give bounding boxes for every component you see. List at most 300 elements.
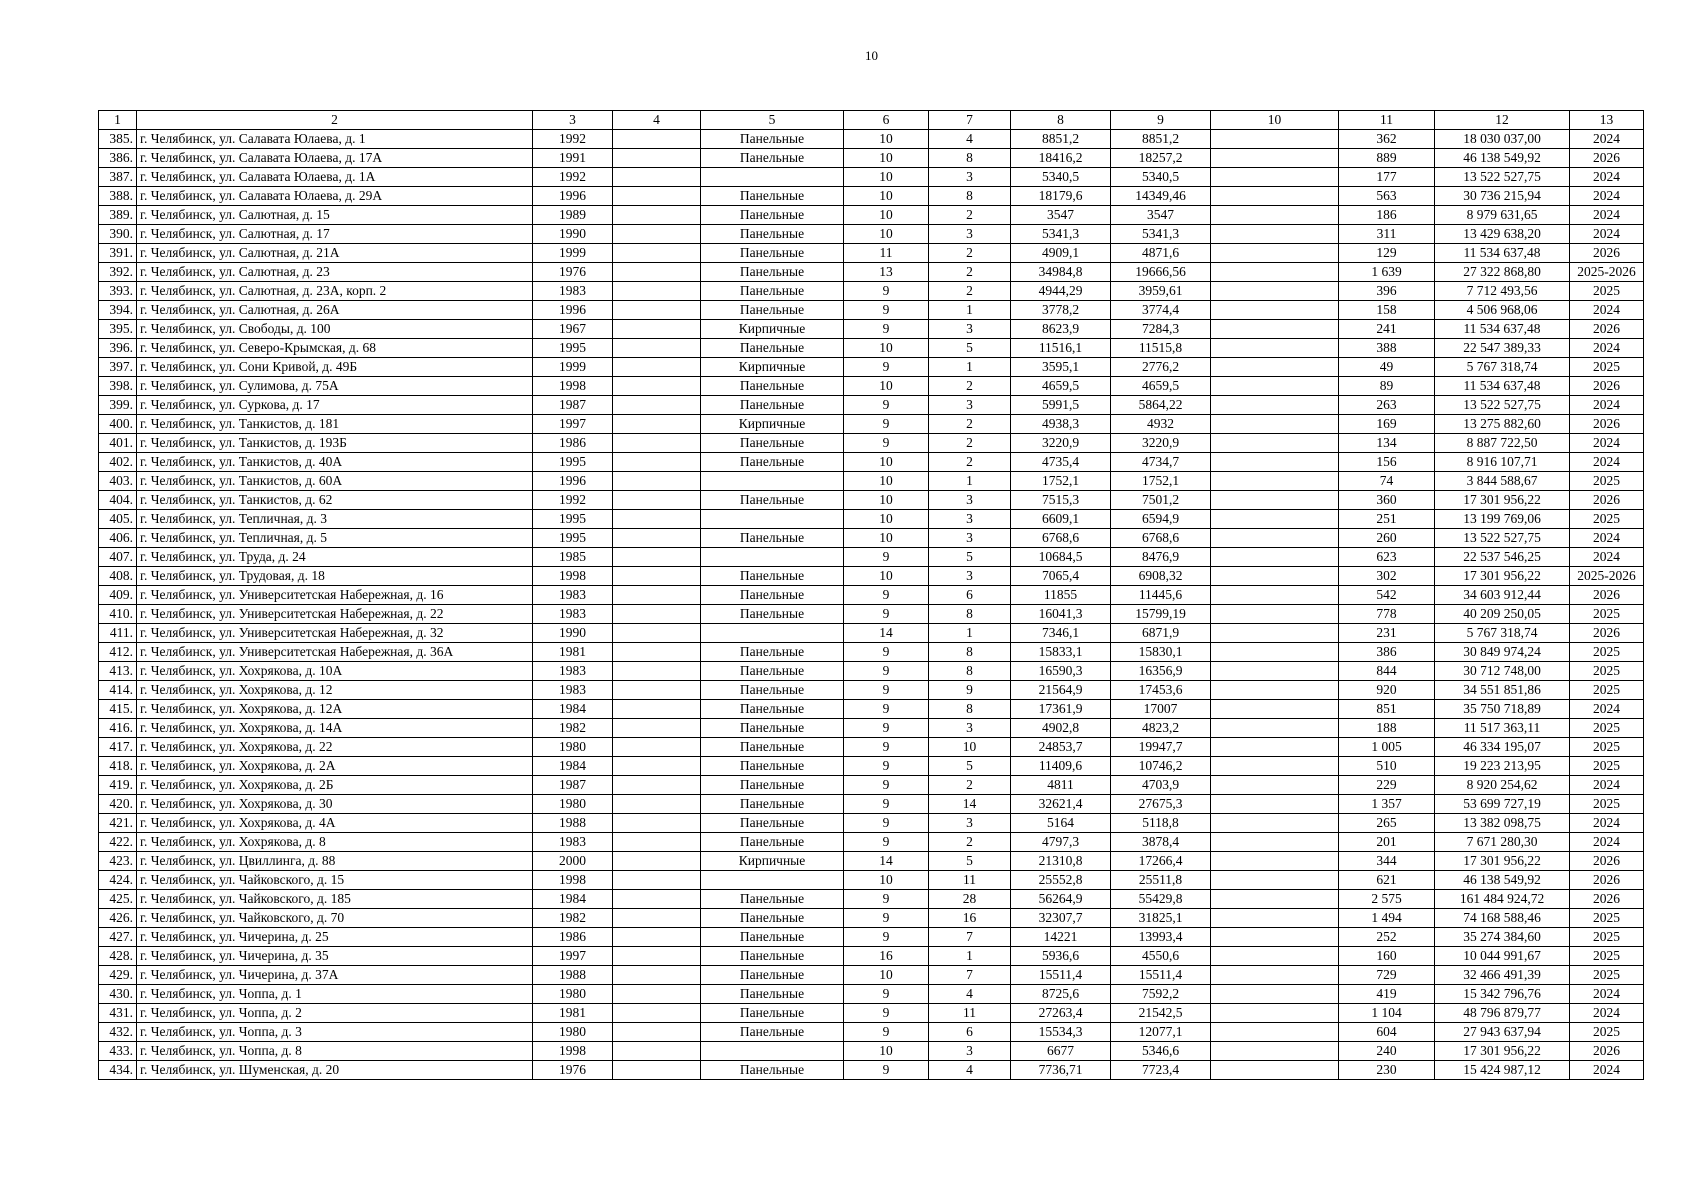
cell-address: г. Челябинск, ул. Хохрякова, д. 2А bbox=[137, 757, 533, 776]
cell-col-10 bbox=[1211, 339, 1339, 358]
cell-total-area: 4938,3 bbox=[1011, 415, 1111, 434]
table-row bbox=[99, 1042, 1644, 1061]
cell-row-number: 413. bbox=[99, 662, 137, 681]
cell-address: г. Челябинск, ул. Хохрякова, д. 12А bbox=[137, 700, 533, 719]
cell-row-number: 411. bbox=[99, 624, 137, 643]
table-row bbox=[99, 149, 1644, 168]
cell-row-number: 424. bbox=[99, 871, 137, 890]
cell-year-reconstructed bbox=[613, 966, 701, 985]
cell-cost: 5 767 318,74 bbox=[1435, 358, 1570, 377]
cell-row-number: 428. bbox=[99, 947, 137, 966]
cell-wall-material: Панельные bbox=[701, 700, 844, 719]
cell-residential-area: 5346,6 bbox=[1111, 1042, 1211, 1061]
cell-year-reconstructed bbox=[613, 434, 701, 453]
cell-year-reconstructed bbox=[613, 1004, 701, 1023]
cell-planned-period: 2026 bbox=[1570, 320, 1644, 339]
cell-residential-area: 3774,4 bbox=[1111, 301, 1211, 320]
cell-year-built: 1982 bbox=[533, 719, 613, 738]
cell-planned-period: 2024 bbox=[1570, 529, 1644, 548]
cell-residents: 134 bbox=[1339, 434, 1435, 453]
cell-planned-period: 2024 bbox=[1570, 985, 1644, 1004]
cell-wall-material: Панельные bbox=[701, 225, 844, 244]
cell-year-reconstructed bbox=[613, 757, 701, 776]
cell-year-built: 1983 bbox=[533, 833, 613, 852]
cell-cost: 46 138 549,92 bbox=[1435, 871, 1570, 890]
cell-year-built: 1995 bbox=[533, 339, 613, 358]
cell-total-area: 6677 bbox=[1011, 1042, 1111, 1061]
cell-cost: 46 138 549,92 bbox=[1435, 149, 1570, 168]
cell-floors: 9 bbox=[844, 548, 929, 567]
cell-wall-material: Панельные bbox=[701, 833, 844, 852]
cell-year-built: 1997 bbox=[533, 415, 613, 434]
cell-residential-area: 17453,6 bbox=[1111, 681, 1211, 700]
cell-planned-period: 2024 bbox=[1570, 168, 1644, 187]
cell-row-number: 419. bbox=[99, 776, 137, 795]
table-row bbox=[99, 453, 1644, 472]
cell-address: г. Челябинск, ул. Тепличная, д. 5 bbox=[137, 529, 533, 548]
cell-address: г. Челябинск, ул. Салавата Юлаева, д. 1 bbox=[137, 130, 533, 149]
cell-planned-period: 2025 bbox=[1570, 510, 1644, 529]
cell-planned-period: 2024 bbox=[1570, 396, 1644, 415]
cell-floors: 10 bbox=[844, 168, 929, 187]
cell-cost: 34 551 851,86 bbox=[1435, 681, 1570, 700]
cell-year-built: 1992 bbox=[533, 130, 613, 149]
cell-wall-material: Кирпичные bbox=[701, 320, 844, 339]
cell-entrances: 3 bbox=[929, 1042, 1011, 1061]
cell-wall-material: Панельные bbox=[701, 529, 844, 548]
cell-residents: 186 bbox=[1339, 206, 1435, 225]
cell-residential-area: 4659,5 bbox=[1111, 377, 1211, 396]
cell-address: г. Челябинск, ул. Хохрякова, д. 10А bbox=[137, 662, 533, 681]
cell-total-area: 14221 bbox=[1011, 928, 1111, 947]
cell-entrances: 14 bbox=[929, 795, 1011, 814]
cell-cost: 10 044 991,67 bbox=[1435, 947, 1570, 966]
cell-wall-material: Панельные bbox=[701, 244, 844, 263]
cell-year-reconstructed bbox=[613, 662, 701, 681]
cell-row-number: 387. bbox=[99, 168, 137, 187]
cell-planned-period: 2026 bbox=[1570, 890, 1644, 909]
cell-cost: 8 887 722,50 bbox=[1435, 434, 1570, 453]
cell-entrances: 2 bbox=[929, 244, 1011, 263]
cell-year-reconstructed bbox=[613, 700, 701, 719]
cell-wall-material: Кирпичные bbox=[701, 852, 844, 871]
cell-floors: 9 bbox=[844, 301, 929, 320]
cell-entrances: 3 bbox=[929, 510, 1011, 529]
cell-year-built: 1986 bbox=[533, 434, 613, 453]
cell-wall-material: Панельные bbox=[701, 966, 844, 985]
table-row bbox=[99, 586, 1644, 605]
cell-floors: 9 bbox=[844, 928, 929, 947]
cell-col-10 bbox=[1211, 814, 1339, 833]
cell-residents: 542 bbox=[1339, 586, 1435, 605]
cell-row-number: 386. bbox=[99, 149, 137, 168]
cell-floors: 10 bbox=[844, 567, 929, 586]
cell-row-number: 410. bbox=[99, 605, 137, 624]
cell-cost: 35 274 384,60 bbox=[1435, 928, 1570, 947]
cell-wall-material: Панельные bbox=[701, 586, 844, 605]
cell-wall-material: Панельные bbox=[701, 263, 844, 282]
cell-year-reconstructed bbox=[613, 396, 701, 415]
cell-residents: 1 104 bbox=[1339, 1004, 1435, 1023]
cell-residential-area: 21542,5 bbox=[1111, 1004, 1211, 1023]
cell-wall-material: Панельные bbox=[701, 453, 844, 472]
cell-year-reconstructed bbox=[613, 548, 701, 567]
cell-year-reconstructed bbox=[613, 529, 701, 548]
cell-address: г. Челябинск, ул. Танкистов, д. 181 bbox=[137, 415, 533, 434]
cell-residential-area: 17007 bbox=[1111, 700, 1211, 719]
cell-year-built: 1995 bbox=[533, 529, 613, 548]
cell-col-10 bbox=[1211, 282, 1339, 301]
cell-residential-area: 7501,2 bbox=[1111, 491, 1211, 510]
cell-entrances: 4 bbox=[929, 1061, 1011, 1080]
cell-entrances: 1 bbox=[929, 624, 1011, 643]
cell-floors: 10 bbox=[844, 966, 929, 985]
column-header-6: 6 bbox=[844, 111, 929, 130]
cell-total-area: 1752,1 bbox=[1011, 472, 1111, 491]
cell-wall-material: Панельные bbox=[701, 890, 844, 909]
cell-cost: 22 547 389,33 bbox=[1435, 339, 1570, 358]
table-row bbox=[99, 225, 1644, 244]
cell-col-10 bbox=[1211, 415, 1339, 434]
table-row bbox=[99, 909, 1644, 928]
cell-col-10 bbox=[1211, 320, 1339, 339]
cell-wall-material: Панельные bbox=[701, 757, 844, 776]
cell-year-built: 1985 bbox=[533, 548, 613, 567]
cell-col-10 bbox=[1211, 130, 1339, 149]
cell-cost: 4 506 968,06 bbox=[1435, 301, 1570, 320]
cell-wall-material: Панельные bbox=[701, 1004, 844, 1023]
cell-address: г. Челябинск, ул. Хохрякова, д. 30 bbox=[137, 795, 533, 814]
cell-entrances: 3 bbox=[929, 567, 1011, 586]
cell-floors: 9 bbox=[844, 1004, 929, 1023]
cell-residents: 386 bbox=[1339, 643, 1435, 662]
cell-year-reconstructed bbox=[613, 377, 701, 396]
cell-total-area: 7515,3 bbox=[1011, 491, 1111, 510]
cell-planned-period: 2025 bbox=[1570, 1023, 1644, 1042]
cell-floors: 9 bbox=[844, 776, 929, 795]
cell-address: г. Челябинск, ул. Суркова, д. 17 bbox=[137, 396, 533, 415]
cell-year-built: 1982 bbox=[533, 909, 613, 928]
cell-residential-area: 6594,9 bbox=[1111, 510, 1211, 529]
cell-planned-period: 2024 bbox=[1570, 833, 1644, 852]
cell-residential-area: 31825,1 bbox=[1111, 909, 1211, 928]
cell-year-built: 1983 bbox=[533, 681, 613, 700]
cell-entrances: 7 bbox=[929, 928, 1011, 947]
cell-cost: 30 736 215,94 bbox=[1435, 187, 1570, 206]
cell-planned-period: 2024 bbox=[1570, 700, 1644, 719]
cell-entrances: 11 bbox=[929, 871, 1011, 890]
cell-total-area: 8623,9 bbox=[1011, 320, 1111, 339]
column-header-5: 5 bbox=[701, 111, 844, 130]
table-row bbox=[99, 871, 1644, 890]
cell-year-reconstructed bbox=[613, 168, 701, 187]
cell-residential-area: 27675,3 bbox=[1111, 795, 1211, 814]
cell-year-reconstructed bbox=[613, 491, 701, 510]
cell-row-number: 395. bbox=[99, 320, 137, 339]
cell-total-area: 8725,6 bbox=[1011, 985, 1111, 1004]
cell-floors: 9 bbox=[844, 396, 929, 415]
cell-col-10 bbox=[1211, 1004, 1339, 1023]
cell-total-area: 6609,1 bbox=[1011, 510, 1111, 529]
cell-total-area: 6768,6 bbox=[1011, 529, 1111, 548]
cell-floors: 9 bbox=[844, 719, 929, 738]
cell-residential-area: 10746,2 bbox=[1111, 757, 1211, 776]
cell-planned-period: 2024 bbox=[1570, 1061, 1644, 1080]
cell-residents: 844 bbox=[1339, 662, 1435, 681]
cell-residential-area: 8851,2 bbox=[1111, 130, 1211, 149]
cell-floors: 10 bbox=[844, 1042, 929, 1061]
cell-row-number: 415. bbox=[99, 700, 137, 719]
cell-total-area: 11409,6 bbox=[1011, 757, 1111, 776]
cell-floors: 10 bbox=[844, 225, 929, 244]
column-number-row bbox=[99, 111, 1644, 130]
cell-cost: 7 671 280,30 bbox=[1435, 833, 1570, 852]
cell-year-built: 1987 bbox=[533, 776, 613, 795]
cell-wall-material: Панельные bbox=[701, 377, 844, 396]
cell-total-area: 15534,3 bbox=[1011, 1023, 1111, 1042]
cell-wall-material: Панельные bbox=[701, 985, 844, 1004]
cell-residential-area: 6768,6 bbox=[1111, 529, 1211, 548]
cell-entrances: 8 bbox=[929, 643, 1011, 662]
cell-cost: 22 537 546,25 bbox=[1435, 548, 1570, 567]
cell-entrances: 3 bbox=[929, 225, 1011, 244]
cell-address: г. Челябинск, ул. Свободы, д. 100 bbox=[137, 320, 533, 339]
cell-wall-material: Панельные bbox=[701, 719, 844, 738]
cell-residential-area: 8476,9 bbox=[1111, 548, 1211, 567]
cell-row-number: 417. bbox=[99, 738, 137, 757]
cell-cost: 8 916 107,71 bbox=[1435, 453, 1570, 472]
cell-row-number: 432. bbox=[99, 1023, 137, 1042]
cell-floors: 9 bbox=[844, 1023, 929, 1042]
cell-total-area: 7736,71 bbox=[1011, 1061, 1111, 1080]
cell-row-number: 399. bbox=[99, 396, 137, 415]
cell-address: г. Челябинск, ул. Хохрякова, д. 22 bbox=[137, 738, 533, 757]
cell-residential-area: 14349,46 bbox=[1111, 187, 1211, 206]
cell-total-area: 21564,9 bbox=[1011, 681, 1111, 700]
cell-total-area: 3220,9 bbox=[1011, 434, 1111, 453]
cell-planned-period: 2026 bbox=[1570, 586, 1644, 605]
cell-total-area: 16590,3 bbox=[1011, 662, 1111, 681]
cell-wall-material: Панельные bbox=[701, 1023, 844, 1042]
table-row bbox=[99, 890, 1644, 909]
cell-row-number: 414. bbox=[99, 681, 137, 700]
cell-planned-period: 2025 bbox=[1570, 681, 1644, 700]
cell-year-reconstructed bbox=[613, 833, 701, 852]
cell-floors: 10 bbox=[844, 377, 929, 396]
cell-year-built: 1984 bbox=[533, 890, 613, 909]
cell-cost: 32 466 491,39 bbox=[1435, 966, 1570, 985]
cell-year-reconstructed bbox=[613, 130, 701, 149]
cell-entrances: 3 bbox=[929, 814, 1011, 833]
cell-col-10 bbox=[1211, 985, 1339, 1004]
cell-planned-period: 2025 bbox=[1570, 738, 1644, 757]
cell-address: г. Челябинск, ул. Университетская Набережная, д. 36А bbox=[137, 643, 533, 662]
table-row bbox=[99, 947, 1644, 966]
cell-address: г. Челябинск, ул. Чичерина, д. 37А bbox=[137, 966, 533, 985]
cell-wall-material: Кирпичные bbox=[701, 415, 844, 434]
cell-address: г. Челябинск, ул. Университетская Набережная, д. 16 bbox=[137, 586, 533, 605]
cell-planned-period: 2024 bbox=[1570, 301, 1644, 320]
cell-year-reconstructed bbox=[613, 643, 701, 662]
cell-address: г. Челябинск, ул. Танкистов, д. 60А bbox=[137, 472, 533, 491]
cell-col-10 bbox=[1211, 567, 1339, 586]
cell-total-area: 27263,4 bbox=[1011, 1004, 1111, 1023]
table-row bbox=[99, 377, 1644, 396]
cell-row-number: 427. bbox=[99, 928, 137, 947]
cell-row-number: 423. bbox=[99, 852, 137, 871]
cell-address: г. Челябинск, ул. Салавата Юлаева, д. 1А bbox=[137, 168, 533, 187]
cell-year-built: 1990 bbox=[533, 624, 613, 643]
cell-planned-period: 2025 bbox=[1570, 472, 1644, 491]
cell-row-number: 400. bbox=[99, 415, 137, 434]
cell-row-number: 405. bbox=[99, 510, 137, 529]
cell-floors: 10 bbox=[844, 187, 929, 206]
cell-year-built: 1983 bbox=[533, 662, 613, 681]
cell-planned-period: 2026 bbox=[1570, 149, 1644, 168]
cell-year-built: 1976 bbox=[533, 1061, 613, 1080]
cell-residential-area: 19666,56 bbox=[1111, 263, 1211, 282]
cell-address: г. Челябинск, ул. Салютная, д. 17 bbox=[137, 225, 533, 244]
cell-residents: 49 bbox=[1339, 358, 1435, 377]
cell-row-number: 391. bbox=[99, 244, 137, 263]
cell-residents: 188 bbox=[1339, 719, 1435, 738]
cell-entrances: 5 bbox=[929, 339, 1011, 358]
cell-col-10 bbox=[1211, 890, 1339, 909]
cell-wall-material: Панельные bbox=[701, 301, 844, 320]
cell-col-10 bbox=[1211, 719, 1339, 738]
cell-col-10 bbox=[1211, 263, 1339, 282]
cell-year-reconstructed bbox=[613, 225, 701, 244]
cell-residents: 1 494 bbox=[1339, 909, 1435, 928]
cell-planned-period: 2025 bbox=[1570, 795, 1644, 814]
cell-cost: 53 699 727,19 bbox=[1435, 795, 1570, 814]
cell-col-10 bbox=[1211, 187, 1339, 206]
table-row bbox=[99, 263, 1644, 282]
cell-floors: 9 bbox=[844, 890, 929, 909]
cell-floors: 9 bbox=[844, 738, 929, 757]
cell-entrances: 2 bbox=[929, 833, 1011, 852]
cell-row-number: 425. bbox=[99, 890, 137, 909]
cell-address: г. Челябинск, ул. Цвиллинга, д. 88 bbox=[137, 852, 533, 871]
cell-year-reconstructed bbox=[613, 928, 701, 947]
cell-year-built: 1986 bbox=[533, 928, 613, 947]
table-row bbox=[99, 244, 1644, 263]
cell-col-10 bbox=[1211, 1061, 1339, 1080]
cell-total-area: 24853,7 bbox=[1011, 738, 1111, 757]
cell-floors: 16 bbox=[844, 947, 929, 966]
cell-planned-period: 2026 bbox=[1570, 377, 1644, 396]
cell-total-area: 3547 bbox=[1011, 206, 1111, 225]
table-row bbox=[99, 700, 1644, 719]
cell-year-reconstructed bbox=[613, 453, 701, 472]
cell-col-10 bbox=[1211, 434, 1339, 453]
cell-year-built: 1998 bbox=[533, 567, 613, 586]
table-row bbox=[99, 681, 1644, 700]
cell-col-10 bbox=[1211, 928, 1339, 947]
cell-year-reconstructed bbox=[613, 263, 701, 282]
cell-entrances: 6 bbox=[929, 1023, 1011, 1042]
cell-wall-material: Панельные bbox=[701, 738, 844, 757]
cell-total-area: 5991,5 bbox=[1011, 396, 1111, 415]
cell-year-reconstructed bbox=[613, 320, 701, 339]
cell-year-reconstructed bbox=[613, 947, 701, 966]
cell-entrances: 3 bbox=[929, 491, 1011, 510]
cell-residents: 623 bbox=[1339, 548, 1435, 567]
cell-year-built: 1987 bbox=[533, 396, 613, 415]
cell-col-10 bbox=[1211, 966, 1339, 985]
cell-residents: 889 bbox=[1339, 149, 1435, 168]
cell-year-built: 1981 bbox=[533, 1004, 613, 1023]
cell-planned-period: 2025 bbox=[1570, 966, 1644, 985]
cell-planned-period: 2025 bbox=[1570, 358, 1644, 377]
cell-year-built: 1990 bbox=[533, 225, 613, 244]
cell-address: г. Челябинск, ул. Чичерина, д. 25 bbox=[137, 928, 533, 947]
cell-row-number: 434. bbox=[99, 1061, 137, 1080]
cell-residents: 158 bbox=[1339, 301, 1435, 320]
cell-residents: 231 bbox=[1339, 624, 1435, 643]
cell-year-reconstructed bbox=[613, 776, 701, 795]
cell-address: г. Челябинск, ул. Хохрякова, д. 14А bbox=[137, 719, 533, 738]
cell-entrances: 3 bbox=[929, 719, 1011, 738]
column-header-4: 4 bbox=[613, 111, 701, 130]
cell-planned-period: 2026 bbox=[1570, 871, 1644, 890]
cell-cost: 11 534 637,48 bbox=[1435, 377, 1570, 396]
cell-floors: 10 bbox=[844, 472, 929, 491]
cell-residents: 229 bbox=[1339, 776, 1435, 795]
cell-row-number: 394. bbox=[99, 301, 137, 320]
cell-planned-period: 2025 bbox=[1570, 662, 1644, 681]
cell-col-10 bbox=[1211, 168, 1339, 187]
cell-total-area: 5340,5 bbox=[1011, 168, 1111, 187]
table-row bbox=[99, 833, 1644, 852]
table-row bbox=[99, 396, 1644, 415]
cell-year-reconstructed bbox=[613, 586, 701, 605]
cell-year-built: 1998 bbox=[533, 1042, 613, 1061]
cell-col-10 bbox=[1211, 529, 1339, 548]
cell-entrances: 9 bbox=[929, 681, 1011, 700]
cell-year-reconstructed bbox=[613, 852, 701, 871]
cell-cost: 8 920 254,62 bbox=[1435, 776, 1570, 795]
cell-year-reconstructed bbox=[613, 244, 701, 263]
cell-entrances: 28 bbox=[929, 890, 1011, 909]
cell-residents: 74 bbox=[1339, 472, 1435, 491]
cell-address: г. Челябинск, ул. Хохрякова, д. 2Б bbox=[137, 776, 533, 795]
cell-total-area: 32621,4 bbox=[1011, 795, 1111, 814]
cell-col-10 bbox=[1211, 776, 1339, 795]
table-row bbox=[99, 814, 1644, 833]
cell-row-number: 409. bbox=[99, 586, 137, 605]
cell-address: г. Челябинск, ул. Университетская Набережная, д. 22 bbox=[137, 605, 533, 624]
page-number: 10 bbox=[865, 48, 878, 63]
cell-total-area: 32307,7 bbox=[1011, 909, 1111, 928]
cell-total-area: 4797,3 bbox=[1011, 833, 1111, 852]
table-row bbox=[99, 624, 1644, 643]
cell-cost: 19 223 213,95 bbox=[1435, 757, 1570, 776]
cell-address: г. Челябинск, ул. Танкистов, д. 193Б bbox=[137, 434, 533, 453]
cell-wall-material: Панельные bbox=[701, 1061, 844, 1080]
cell-wall-material: Панельные bbox=[701, 282, 844, 301]
cell-residents: 241 bbox=[1339, 320, 1435, 339]
cell-year-reconstructed bbox=[613, 624, 701, 643]
cell-floors: 9 bbox=[844, 909, 929, 928]
cell-year-built: 1992 bbox=[533, 168, 613, 187]
cell-floors: 9 bbox=[844, 985, 929, 1004]
cell-planned-period: 2026 bbox=[1570, 624, 1644, 643]
table-row bbox=[99, 567, 1644, 586]
cell-planned-period: 2024 bbox=[1570, 130, 1644, 149]
cell-col-10 bbox=[1211, 700, 1339, 719]
cell-residents: 265 bbox=[1339, 814, 1435, 833]
